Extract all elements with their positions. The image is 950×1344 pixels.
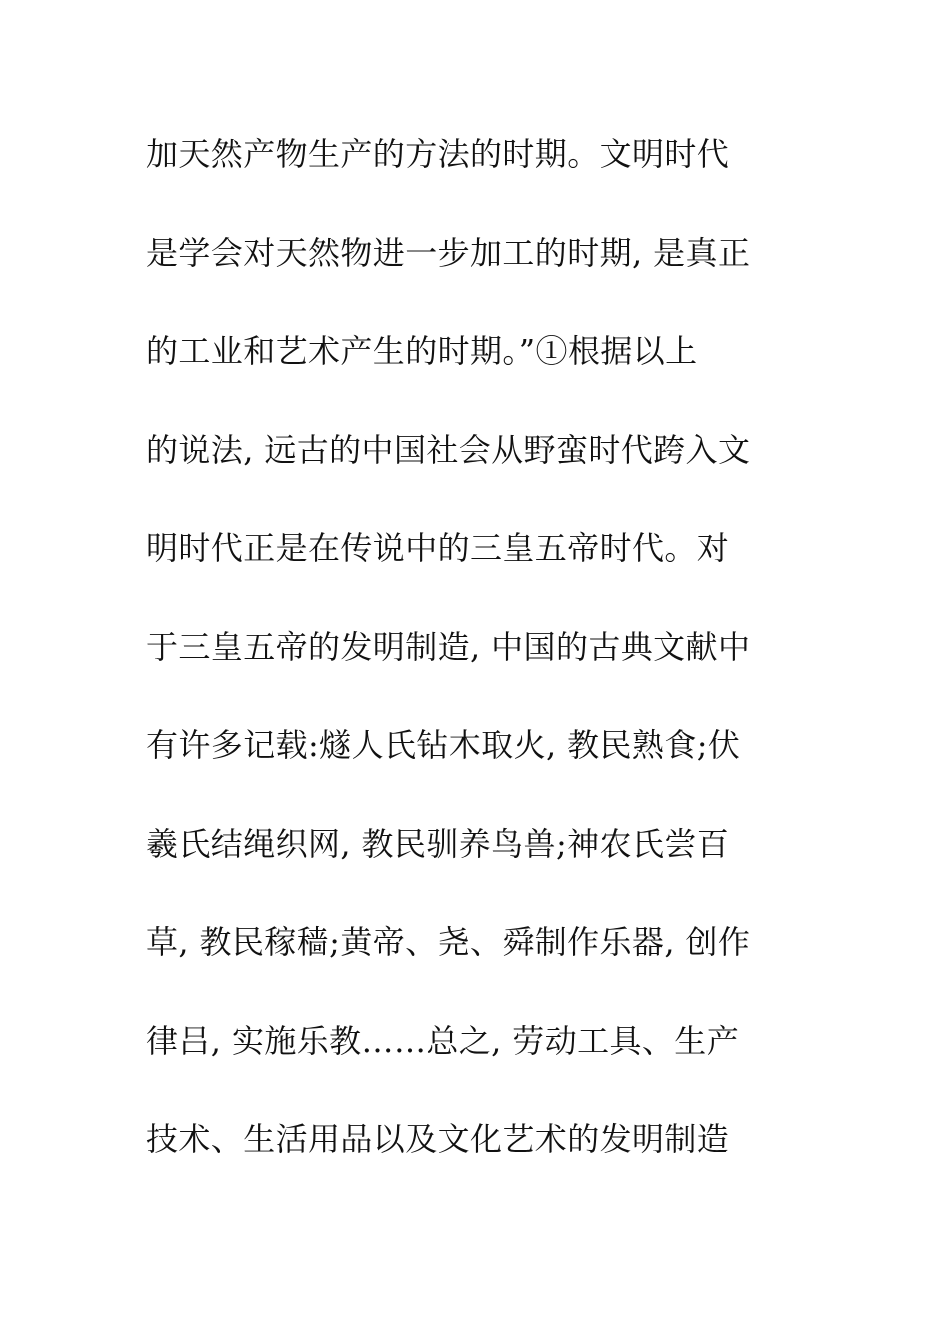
text-line: 有许多记载:燧人氏钻木取火, 教民熟食;伏 — [146, 726, 741, 764]
text-line: 的说法, 远古的中国社会从野蛮时代跨入文 — [146, 430, 751, 469]
text-line: 技术、生活用品以及文化艺术的发明制造 — [146, 1120, 730, 1158]
text-line: 羲氏结绳织网, 教民驯养鸟兽;神农氏尝百 — [146, 824, 730, 863]
text-line: 草, 教民稼穑;黄帝、尧、舜制作乐器, 创作 — [146, 923, 751, 961]
text-line: 是学会对天然物进一步加工的时期, 是真正 — [146, 233, 751, 272]
text-line: 于三皇五帝的发明制造, 中国的古典文献中 — [146, 627, 751, 666]
text-line: 的工业和艺术产生的时期。”①根据以上 — [146, 332, 698, 370]
text-line: 明时代正是在传说中的三皇五帝时代。对 — [146, 529, 730, 567]
text-line: 加天然产物生产的方法的时期。文明时代 — [146, 135, 730, 173]
text-line: 律吕, 实施乐教……总之, 劳动工具、生产 — [146, 1021, 740, 1060]
body-paragraph — [146, 128, 806, 1212]
